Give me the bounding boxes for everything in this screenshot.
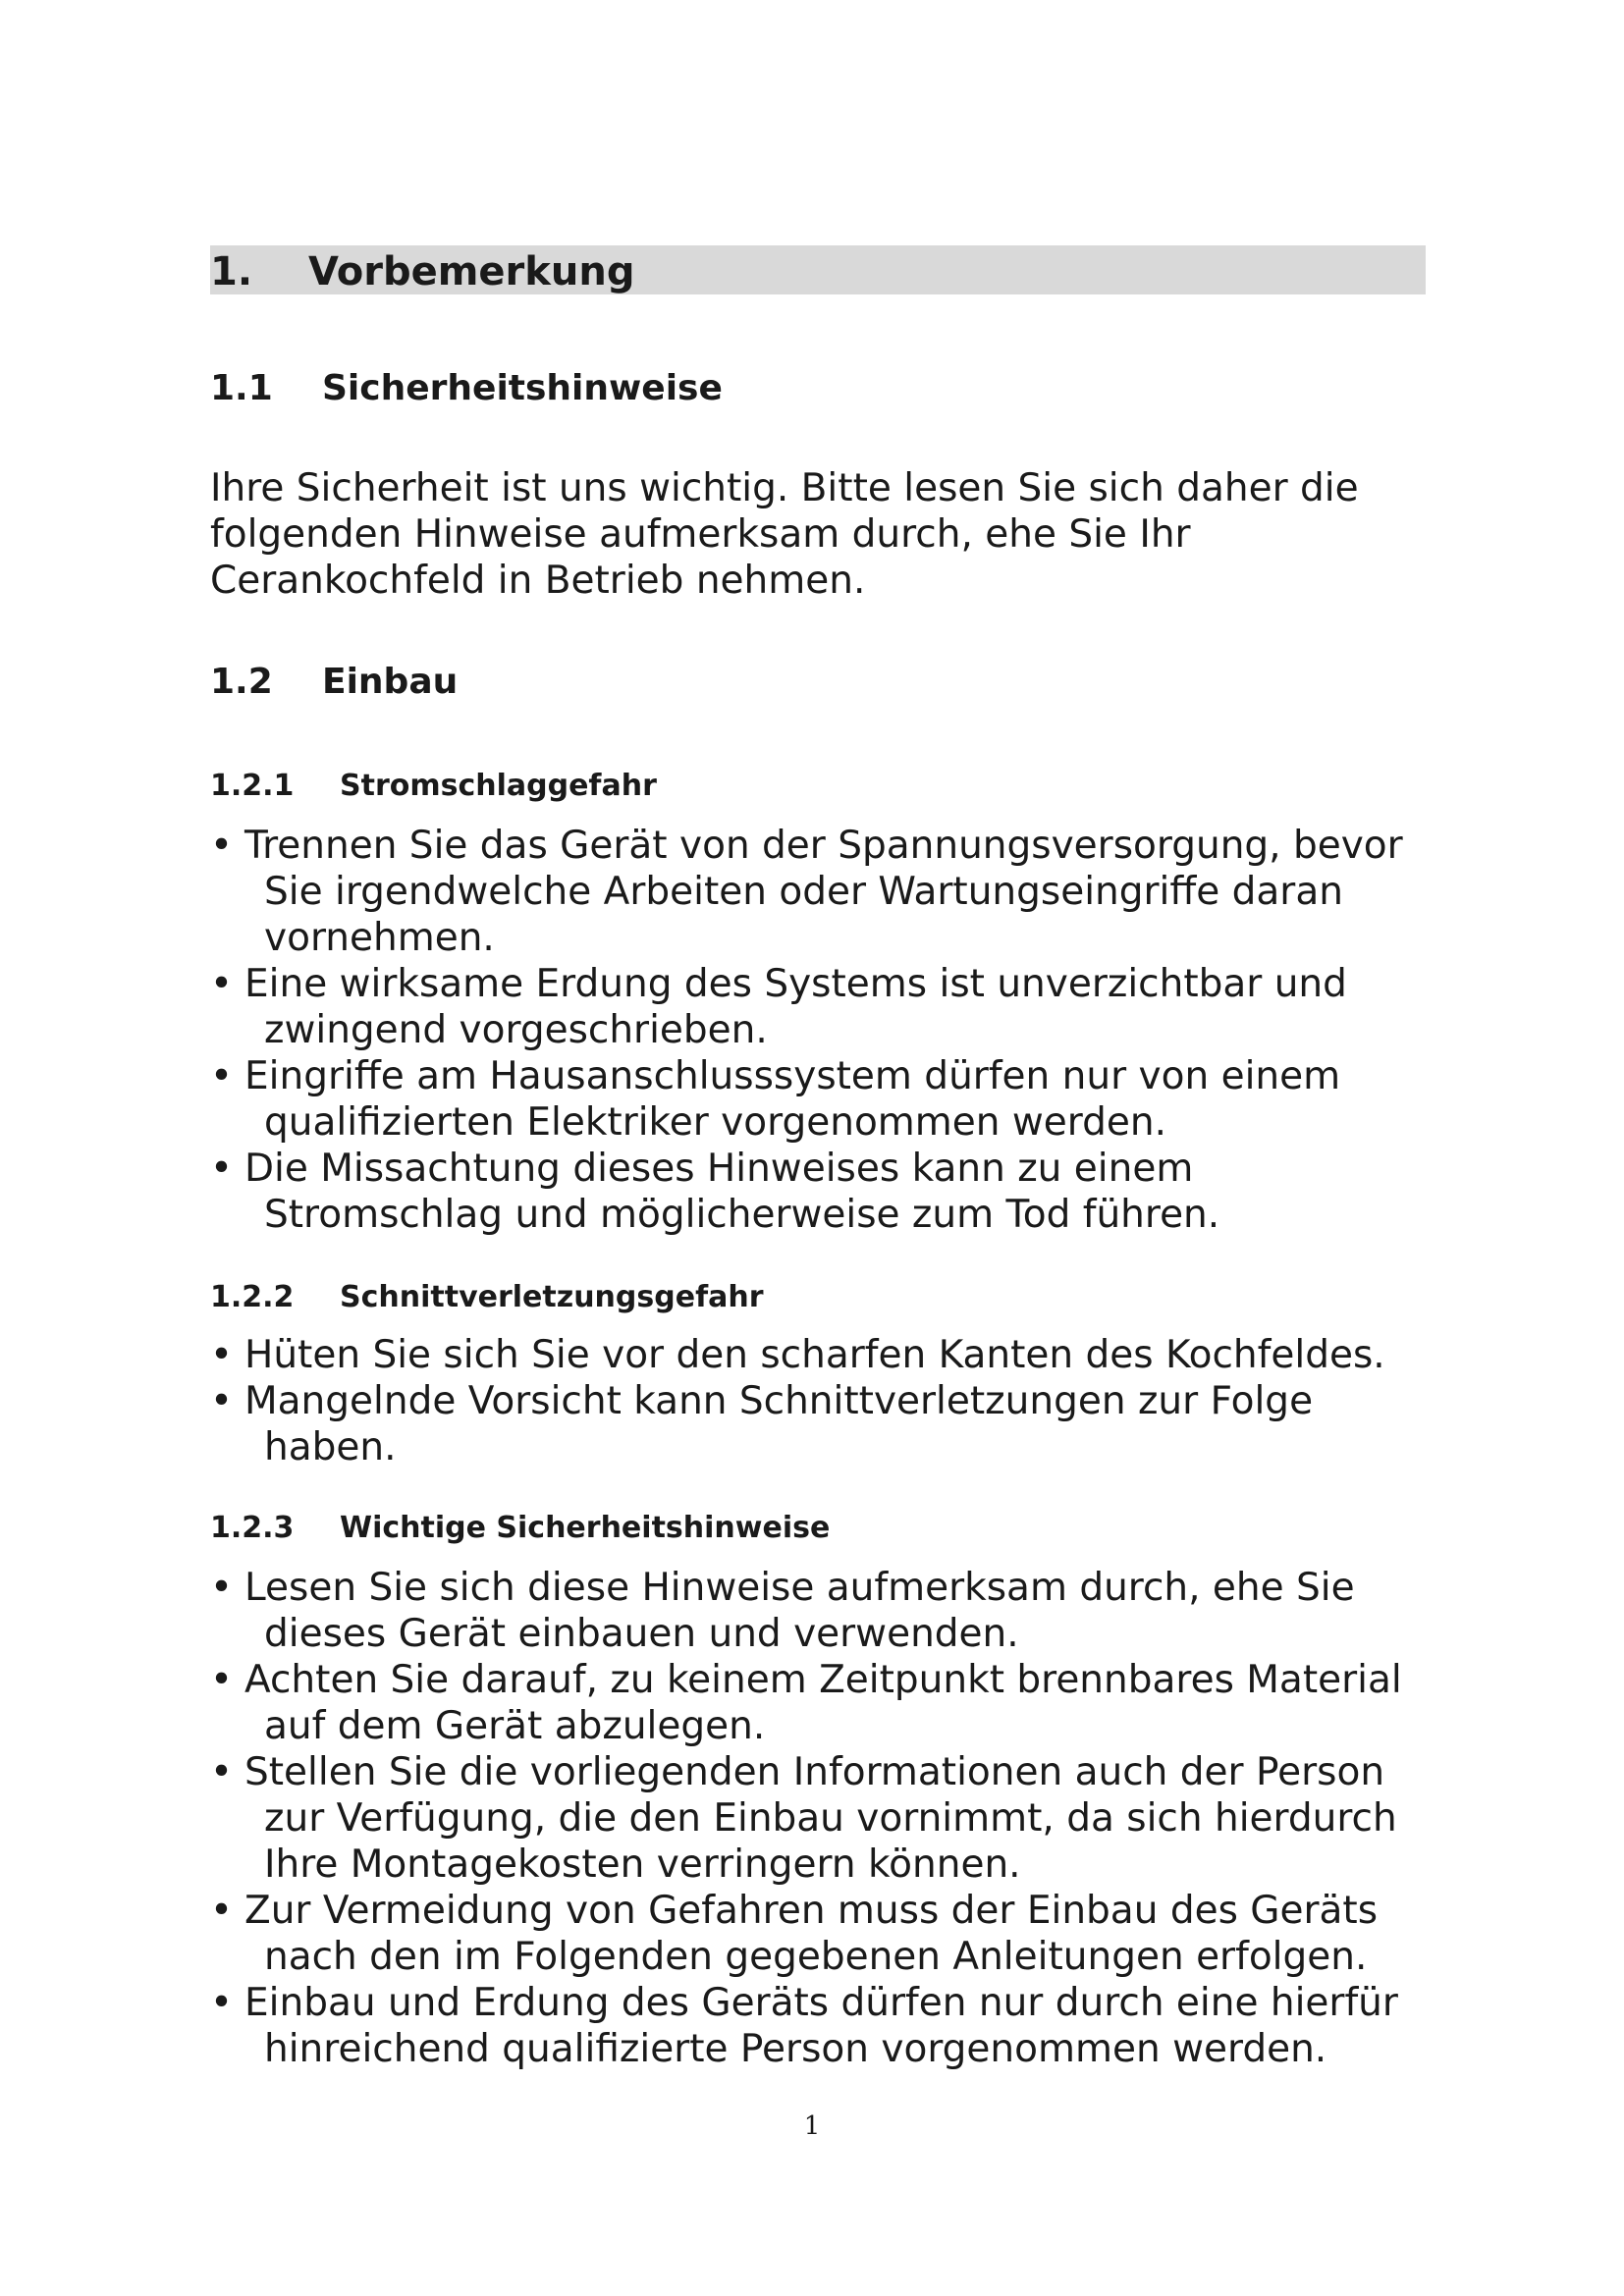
bullet-icon: •	[210, 1379, 234, 1423]
bullet-icon: •	[210, 1566, 234, 1610]
list-item: • Achten Sie darauf, zu keinem Zeitpunkt brennbares Material auf dem Gerät abzulegen.	[210, 1658, 1402, 1748]
bullet-icon: •	[210, 962, 234, 1006]
list-item: • Hüten Sie sich Sie vor den scharfen Kanten des Kochfeldes.	[210, 1333, 1385, 1377]
bullet-icon: •	[210, 1981, 234, 2025]
bullet-icon: •	[210, 1333, 234, 1377]
list-item: • Zur Vermeidung von Gefahren muss der Einbau des Geräts nach den im Folgenden gegebenen Anleitungen erfolgen.	[210, 1889, 1379, 1979]
intro-paragraph: Ihre Sicherheit ist uns wichtig. Bitte lesen Sie sich daher die folgenden Hinweise aufmerksam durch, ehe Sie Ihr Cerankochfeld in Betrieb nehmen.	[210, 466, 1359, 603]
heading-1-number: 1.	[210, 249, 253, 294]
heading-1-2-1-number: 1.2.1	[210, 769, 295, 803]
bullet-icon: •	[210, 1054, 234, 1098]
stromschlag-list	[210, 823, 1437, 1238]
heading-1-title: Vorbemerkung	[308, 249, 635, 294]
bullet-icon: •	[210, 1750, 234, 1794]
heading-1-2-3-title: Wichtige Sicherheitshinweise	[340, 1511, 831, 1545]
wichtig-list	[210, 1565, 1437, 2072]
heading-1-1-title: Sicherheitshinweise	[322, 368, 723, 408]
list-item: • Lesen Sie sich diese Hinweise aufmerksam durch, ehe Sie dieses Gerät einbauen und verwenden.	[210, 1566, 1355, 1656]
heading-1-2-2-title: Schnittverletzungsgefahr	[340, 1280, 764, 1314]
heading-1-2-3-number: 1.2.3	[210, 1511, 295, 1545]
heading-1-2-2-number: 1.2.2	[210, 1280, 295, 1314]
list-item: • Einbau und Erdung des Geräts dürfen nur durch eine hierfür hinreichend qualifizierte Person vorgenommen werden.	[210, 1981, 1398, 2071]
list-item: • Mangelnde Vorsicht kann Schnittverletzungen zur Folge haben.	[210, 1379, 1314, 1469]
bullet-icon: •	[210, 1658, 234, 1702]
bullet-icon: •	[210, 1147, 234, 1191]
page-number: 1	[803, 2111, 821, 2141]
list-item: • Eine wirksame Erdung des Systems ist unverzichtbar und zwingend vorgeschrieben.	[210, 962, 1347, 1052]
heading-1-2-1-title: Stromschlaggefahr	[340, 769, 657, 803]
bullet-icon: •	[210, 1889, 234, 1933]
heading-1-1-number: 1.1	[210, 368, 273, 408]
heading-1-2-title: Einbau	[322, 662, 459, 702]
list-item: • Stellen Sie die vorliegenden Informationen auch der Person zur Verfügung, die den Einbau vornimmt, da sich hierdurch Ihre Montagekosten verringern können.	[210, 1750, 1397, 1887]
heading-1-2-number: 1.2	[210, 662, 273, 702]
list-item: • Die Missachtung dieses Hinweises kann zu einem Stromschlag und möglicherweise zum Tod führen.	[210, 1147, 1220, 1237]
bullet-icon: •	[210, 824, 234, 868]
list-item: • Trennen Sie das Gerät von der Spannungsversorgung, bevor Sie irgendwelche Arbeiten oder Wartungseingriffe daran vornehmen.	[210, 824, 1403, 960]
list-item: • Eingriffe am Hausanschlusssystem dürfen nur von einem qualifizierten Elektriker vorgenommen werden.	[210, 1054, 1341, 1145]
schnitt-list	[210, 1332, 1437, 1470]
